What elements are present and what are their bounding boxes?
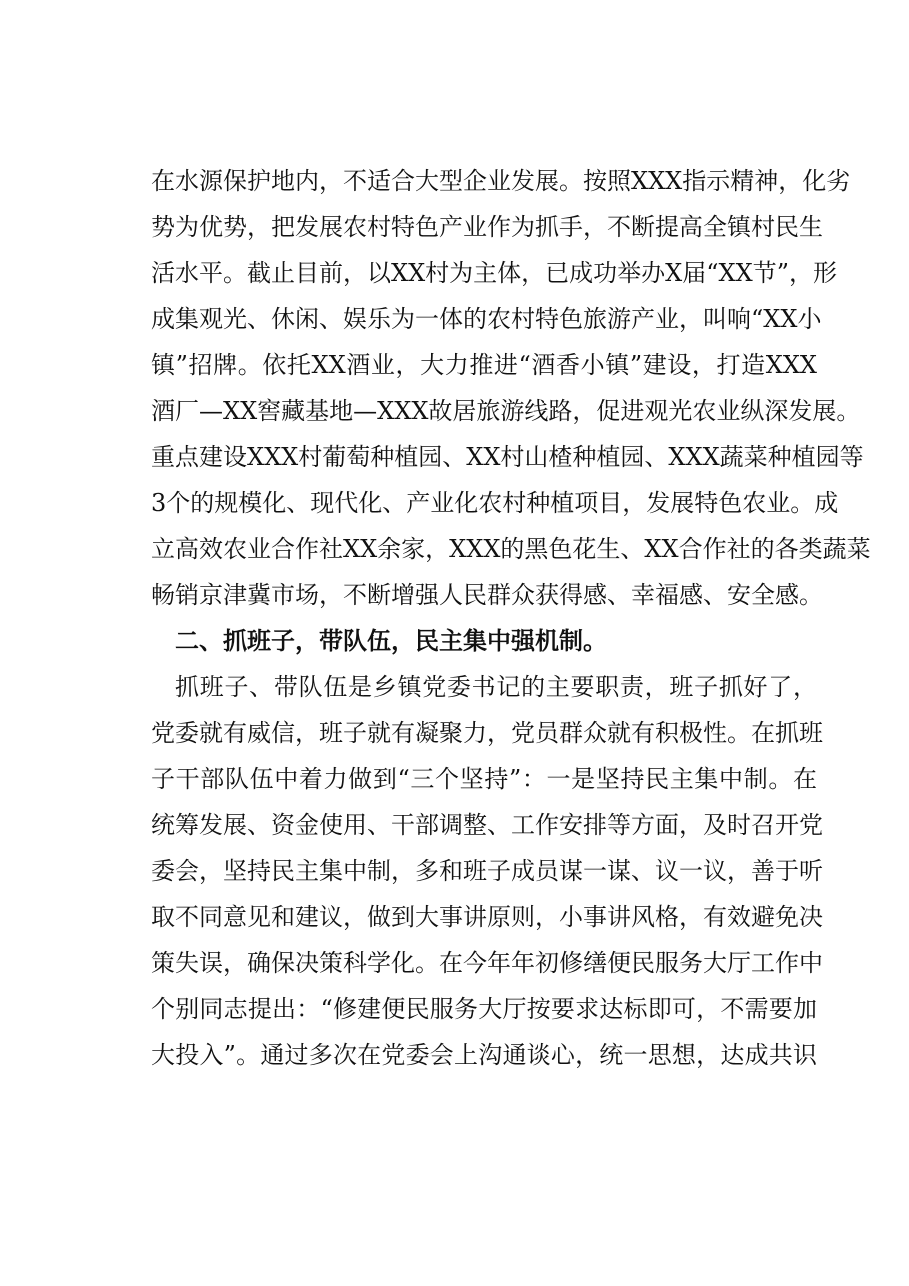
paragraph-line: 立高效农业合作社XX余家，XXX的黑色花生、XX合作社的各类蔬菜 — [151, 535, 871, 563]
paragraph-1 — [151, 158, 871, 618]
paragraph-line: 酒厂—XX窖藏基地—XXX故居旅游线路，促进观光农业纵深发展。 — [151, 397, 861, 425]
paragraph-line: 抓班子、带队伍是乡镇党委书记的主要职责，班子抓好了， — [175, 673, 817, 701]
paragraph-line: 重点建设XXX村葡萄种植园、XX村山楂种植园、XXX蔬菜种植园等 — [151, 443, 864, 471]
paragraph-line: 大投入”。通过多次在党委会上沟通谈心，统一思想，达成共识 — [151, 1041, 817, 1069]
paragraph-line: 畅销京津冀市场，不断增强人民群众获得感、幸福感、安全感。 — [151, 581, 823, 609]
paragraph-line: 活水平。截止目前，以XX村为主体，已成功举办X届“XX节”，形 — [151, 259, 837, 287]
section-heading: 二、抓班子，带队伍，民主集中强机制。 — [175, 626, 607, 655]
paragraph-line: 统筹发展、资金使用、干部调整、工作安排等方面，及时召开党 — [151, 811, 823, 839]
paragraph-line: 3个的规模化、现代化、产业化农村种植项目，发展特色农业。成 — [151, 489, 839, 517]
paragraph-line: 子干部队伍中着力做到“三个坚持”：一是坚持民主集中制。在 — [151, 765, 817, 793]
paragraph-line: 策失误，确保决策科学化。在今年年初修缮便民服务大厅工作中 — [151, 949, 823, 977]
document-body — [151, 158, 871, 1078]
paragraph-line: 镇”招牌。依托XX酒业，大力推进“酒香小镇”建设，打造XXX — [151, 351, 817, 379]
paragraph-line: 势为优势，把发展农村特色产业作为抓手，不断提高全镇村民生 — [151, 213, 823, 241]
paragraph-line: 委会，坚持民主集中制，多和班子成员谋一谋、议一议，善于听 — [151, 857, 823, 885]
paragraph-line: 在水源保护地内，不适合大型企业发展。按照XXX指示精神，化劣 — [151, 167, 851, 195]
paragraph-2 — [151, 664, 823, 1078]
paragraph-line: 党委就有威信，班子就有凝聚力，党员群众就有积极性。在抓班 — [151, 719, 823, 747]
paragraph-line: 取不同意见和建议，做到大事讲原则，小事讲风格，有效避免决 — [151, 903, 823, 931]
paragraph-line: 个别同志提出：“修建便民服务大厅按要求达标即可，不需要加 — [151, 995, 817, 1023]
paragraph-line: 成集观光、休闲、娱乐为一体的农村特色旅游产业，叫响“XX小 — [151, 305, 822, 333]
